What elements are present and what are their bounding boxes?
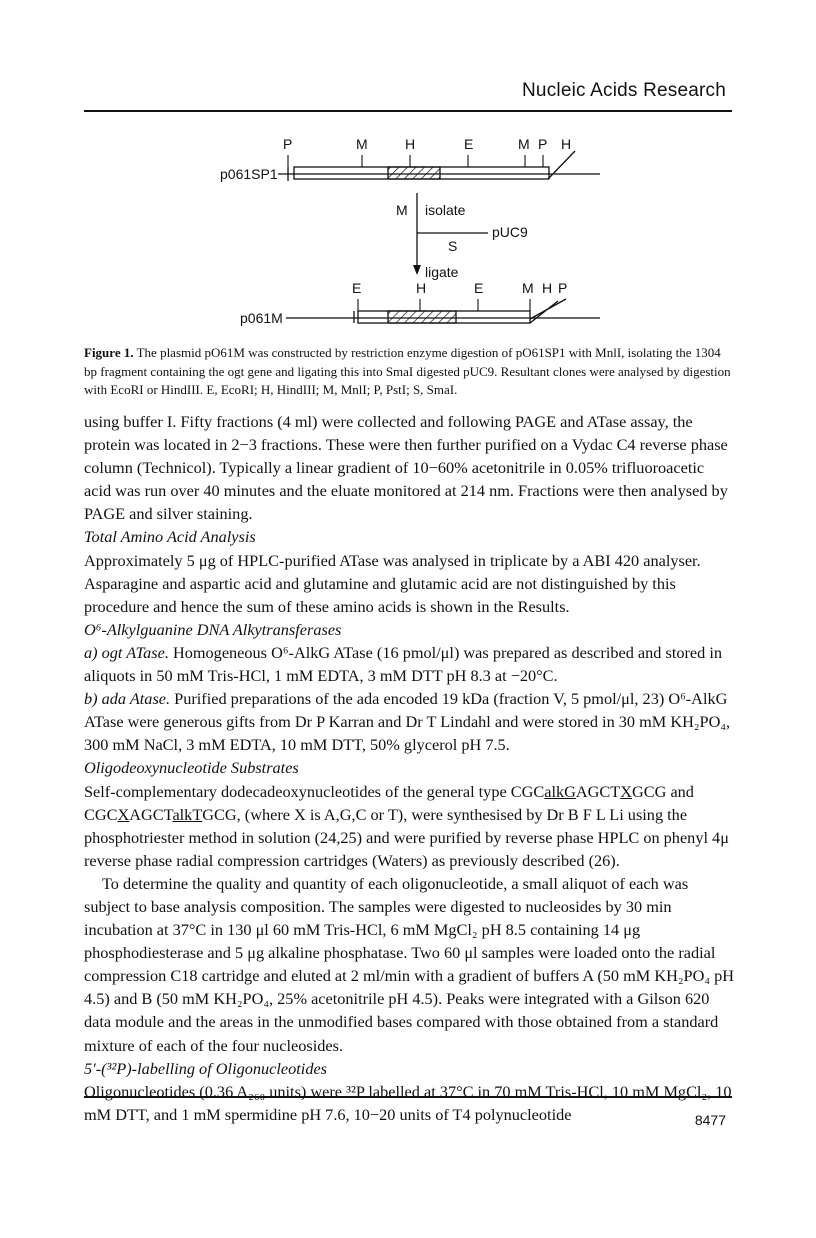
underlined-token: X (117, 804, 130, 824)
header-rule (84, 110, 732, 112)
paragraph: using buffer I. Fifty fractions (4 ml) were collected and following PAGE and ATase assay, the protein was located in 2−3 fractions. These were then further purified on a Vydac C4 reverse phase column (Technicol). Typically a linear gradient of 10−60% acetonitrile in 0.05% trifluoroacetic acid was run over 40 minutes and the eluate monitored at 214 nm. Fractions were then analysed by PAGE and silver staining. (84, 412, 728, 524)
paragraph-text: AGCT (575, 781, 621, 801)
footer-rule (84, 1096, 732, 1098)
paragraph-text: GCG and CGC (84, 781, 694, 824)
underlined-token: alkT (172, 804, 203, 824)
journal-title: Nucleic Acids Research (522, 80, 726, 101)
bottom-plasmid-label: p061M (240, 310, 283, 326)
bottom-site-label: P (558, 280, 568, 296)
paragraph-text: Self-complementary dodecadeoxynucleotides of the general type CGC (84, 781, 545, 801)
top-site-label: P (283, 136, 293, 152)
bottom-site-label: M (522, 280, 534, 296)
paragraph: Approximately 5 μg of HPLC-purified ATase was analysed in triplicate by a ABI 420 analyser. Asparagine and aspartic acid and glutamine and glutamic acid are not distinguished by this procedure and hence the sum of these amino acids is shown in the Results. (84, 550, 701, 616)
section-heading: Oligodeoxynucleotide Substrates (84, 758, 299, 778)
isolate-enzyme-label: M (396, 202, 408, 218)
top-site-label: H (561, 136, 572, 152)
top-site-label: H (405, 136, 416, 152)
top-site-label: M (356, 136, 368, 152)
figure-caption (84, 344, 734, 400)
isolate-label: isolate (425, 202, 466, 218)
top-plasmid-label: p061SP1 (220, 166, 278, 182)
top-site-label: P (538, 136, 548, 152)
subsection-label: b) ada Atase. (84, 689, 171, 709)
caption-text: The plasmid pO61M was constructed by restriction enzyme digestion of pO61SP1 with MnlI, isolating the 1304 bp fragment containing the ogt gene and ligating this into SmaI digested pUC9. Resultant clones were analysed by digestion with EcoRI or HindIII. E, EcoRI; H, HindIII; M, MnlI; P, PstI; S, SmaI. (84, 345, 731, 397)
plasmid-construction-diagram (220, 125, 640, 340)
section-heading: 5′-(³²P)-labelling of Oligonucleotides (84, 1058, 328, 1078)
top-ogt-insert (388, 167, 440, 179)
paragraph (84, 780, 734, 872)
article-body (84, 410, 734, 1126)
section-heading: Total Amino Acid Analysis (84, 527, 256, 547)
bottom-ogt-insert (388, 311, 456, 323)
bottom-site-label: E (474, 280, 484, 296)
underlined-token: X (620, 781, 632, 801)
paragraph-text: AGCT (129, 804, 173, 824)
paragraph-text: GCG, (where X is A,G,C or T), were synthesised by Dr B F L Li using the phosphotriester method in solution (24,25) and were purified by reverse phase HPLC on phenyl 4μ reverse phase radial compression cartridges (Waters) as previously described (26). (84, 804, 729, 870)
bottom-site-label: H (416, 280, 427, 296)
paragraph-text: Homogeneous O⁶-AlkG ATase (16 pmol/μl) was prepared as described and stored in aliquots in 50 mM Tris-HCl, 1 mM EDTA, 3 mM DTT pH 8.3 at −20°C. (84, 642, 723, 686)
puc9-enzyme-label: S (448, 238, 458, 254)
underlined-token: alkG (544, 781, 576, 801)
section-heading: O⁶-Alkylguanine DNA Alkytransferases (84, 619, 342, 639)
top-site-label: M (518, 136, 530, 152)
page-number: 8477 (694, 1112, 726, 1128)
caption-label: Figure 1. (84, 345, 134, 360)
top-site-label: E (464, 136, 474, 152)
ligate-label: ligate (425, 264, 459, 280)
paragraph-text: Purified preparations of the ada encoded 19 kDa (fraction V, 5 pmol/μl, 23) O⁶-AlkG ATase were generous gifts from Dr P Karran and Dr T Lindahl and were stored in 30 mM KH₂PO₄, 300 mM NaCl, 3 mM EDTA, 10 mM DTT, 50% glycerol pH 7.5. (84, 689, 731, 755)
bottom-site-label: E (352, 280, 362, 296)
figure-1-diagram (220, 125, 640, 340)
paragraph: To determine the quality and quantity of each oligonucleotide, a small aliquot of each was subject to base analysis composition. The samples were digested to nucleosides by 30 min incubation at 37°C in 130 μl 60 mM Tris-HCl, 6 mM MgCl₂ pH 8.5 containing 14 μg phosphodiesterase and 5 μg alkaline phosphatase. Two 60 μl samples were loaded onto the radial compression C18 cartridge and eluted at 2 ml/min with a gradient of buffers A (50 mM KH₂PO₄ pH 4.5) and B (50 mM KH₂PO₄, 25% acetonitrile pH 4.5). Peaks were integrated with a Gilson 620 data module and the areas in the unmodified bases compared with those obtained from a standard mixture of each of the four nucleosides. (84, 873, 734, 1055)
paragraph (84, 641, 734, 687)
bottom-site-label: H (542, 280, 553, 296)
paragraph (84, 687, 734, 756)
subsection-label: a) ogt ATase. (84, 642, 169, 662)
paragraph: Oligonucleotides (0.36 A₂₆₀ units) were ³²P labelled at 37°C in 70 mM Tris-HCl, 10 mM MgCl₂, 10 mM DTT, and 1 mM spermidine pH 7.6, 10−20 units of T4 polynucleotide (84, 1081, 732, 1124)
puc9-label: pUC9 (492, 224, 528, 240)
